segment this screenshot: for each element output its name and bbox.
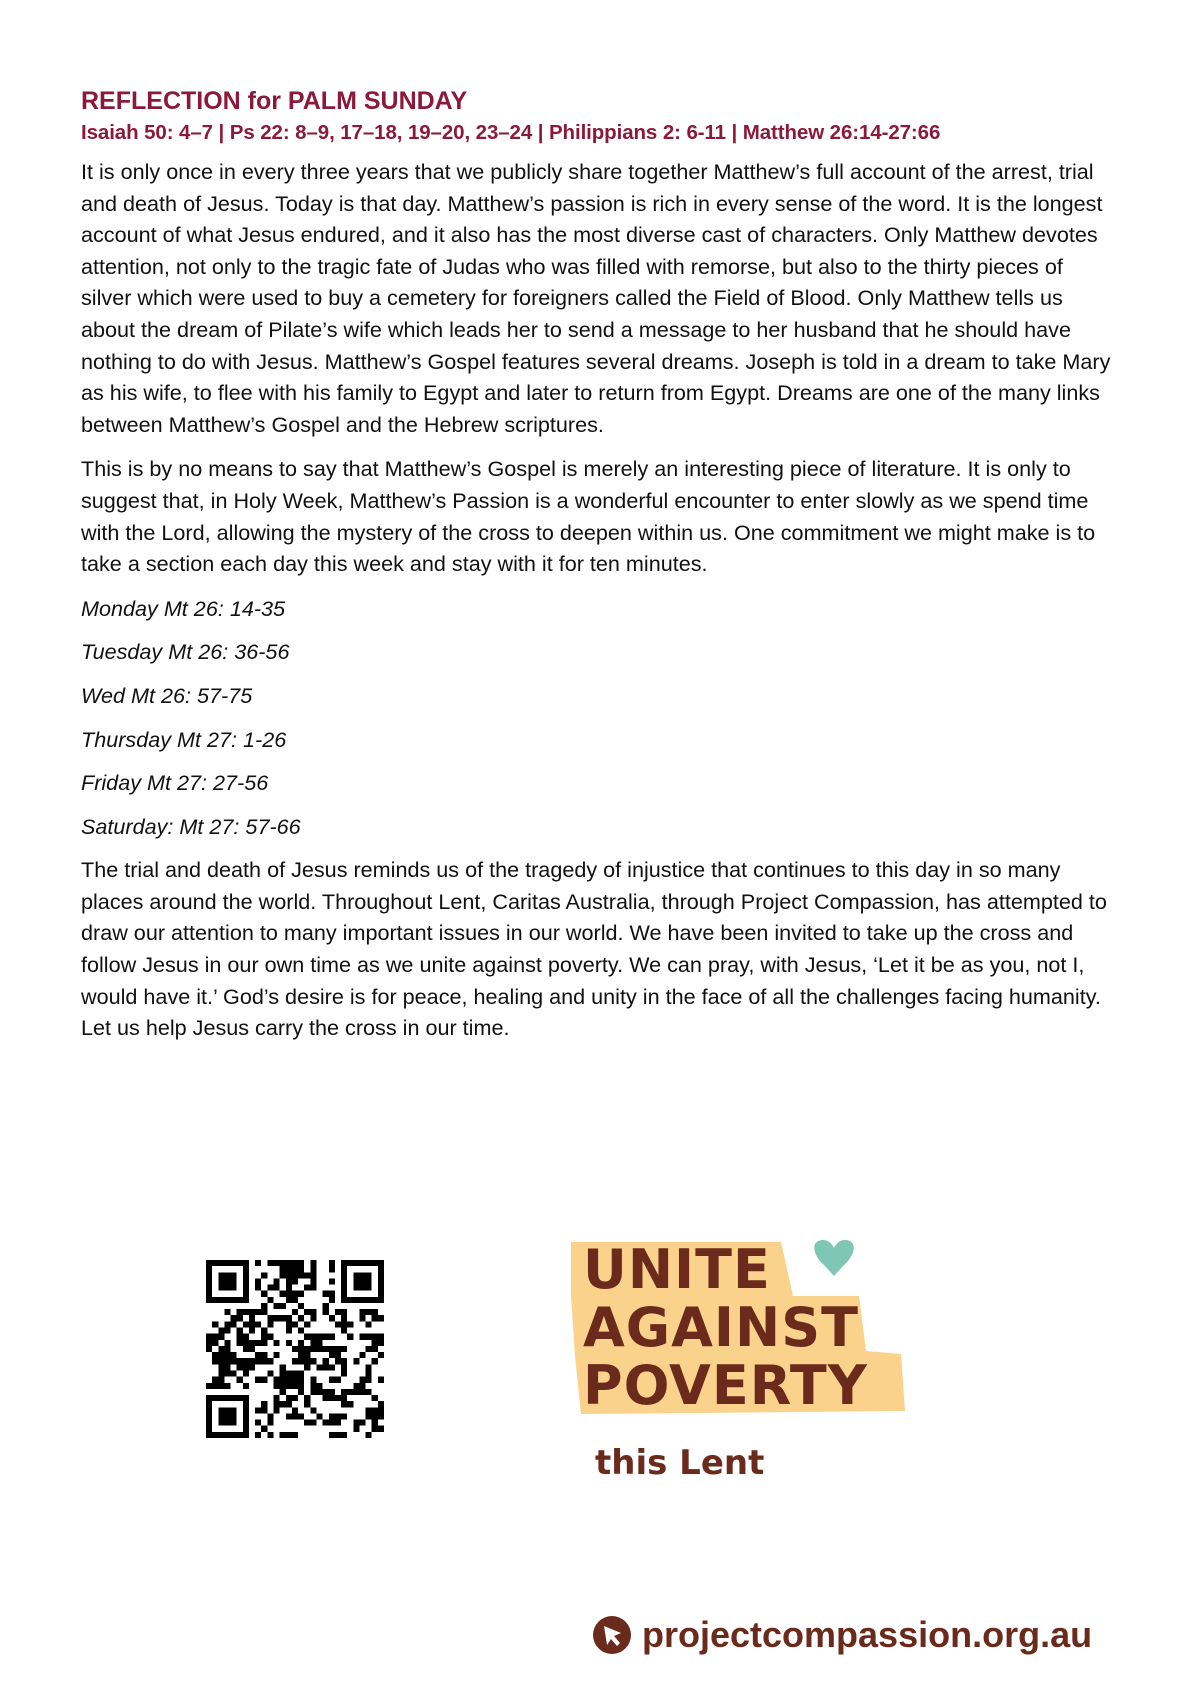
paragraph-1: It is only once in every three years that we publicly share together Matthew’s full account of the arrest, trial and death of Jesus. Today is that day. Matthew’s passion is rich in every sense of the word. It is the longest account of what Jesus endured, and it also has the most diverse cast of characters. Only Matthew devotes attention, not only to the tragic fate of Judas who was filled with remorse, but also to the thirty pieces of silver which were used to buy a cemetery for foreigners called the Field of Blood. Only Matthew tells us about the dream of Pilate’s wife which leads her to send a message to her husband that he should have nothing to do with Jesus. Matthew’s Gospel features several dreams. Joseph is told in a dream to take Mary as his wife, to flee with his family to Egypt and later to return from Egypt. Dreams are one of the many links between Matthew’s Gospel and the Hebrew scriptures. bbox=[81, 159, 1111, 437]
readings-line: Isaiah 50: 4–7 | Ps 22: 8–9, 17–18, 19–20, 23–24 | Philippians 2: 6-11 | Matthew 26:14-27:66 bbox=[81, 121, 941, 144]
website-link[interactable]: projectcompassion.org.au bbox=[642, 1614, 1093, 1655]
reading-wednesday: Wed Mt 26: 57-75 bbox=[81, 682, 253, 708]
page-title: REFLECTION for PALM SUNDAY bbox=[81, 87, 468, 115]
reading-thursday: Thursday Mt 27: 1-26 bbox=[81, 726, 287, 752]
reading-monday: Monday Mt 26: 14-35 bbox=[81, 595, 286, 621]
logo-line-unite: UNITE bbox=[583, 1238, 771, 1301]
paragraph-2: This is by no means to say that Matthew’s Gospel is merely an interesting piece of literature. It is only to suggest that, in Holy Week, Matthew’s Passion is a wonderful encounter to enter slowly as we spend time with the Lord, allowing the mystery of the cross to deepen within us. One commitment we might make is to take a section each day this week and stay with it for ten minutes. bbox=[81, 456, 1096, 577]
qr-code[interactable] bbox=[206, 1260, 384, 1438]
reading-saturday: Saturday: Mt 27: 57-66 bbox=[81, 813, 301, 839]
logo-line-against: AGAINST bbox=[583, 1296, 859, 1359]
reading-tuesday: Tuesday Mt 26: 36-56 bbox=[81, 639, 290, 665]
footer bbox=[592, 1614, 1092, 1656]
document-body bbox=[81, 86, 1116, 1057]
cursor-icon bbox=[592, 1615, 632, 1655]
logo-line-poverty: POVERTY bbox=[583, 1354, 868, 1417]
reading-friday: Friday Mt 27: 27-56 bbox=[81, 770, 269, 796]
heart-icon bbox=[814, 1240, 854, 1276]
logo-tagline: this Lent bbox=[595, 1443, 765, 1483]
closing-paragraph: The trial and death of Jesus reminds us of the tragedy of injustice that continues to this day in so many places around the world. Throughout Lent, Caritas Australia, through Project Compassion, has attempted to draw our attention to many important issues in our world. We have been invited to take up the cross and follow Jesus in our own time as we unite against poverty. We can pray, with Jesus, ‘Let it be as you, not I, would have it.’ God’s desire is for peace, healing and unity in the face of all the challenges facing humanity. Let us help Jesus carry the cross in our time. bbox=[81, 857, 1107, 1041]
unite-against-poverty-logo bbox=[571, 1236, 933, 1494]
